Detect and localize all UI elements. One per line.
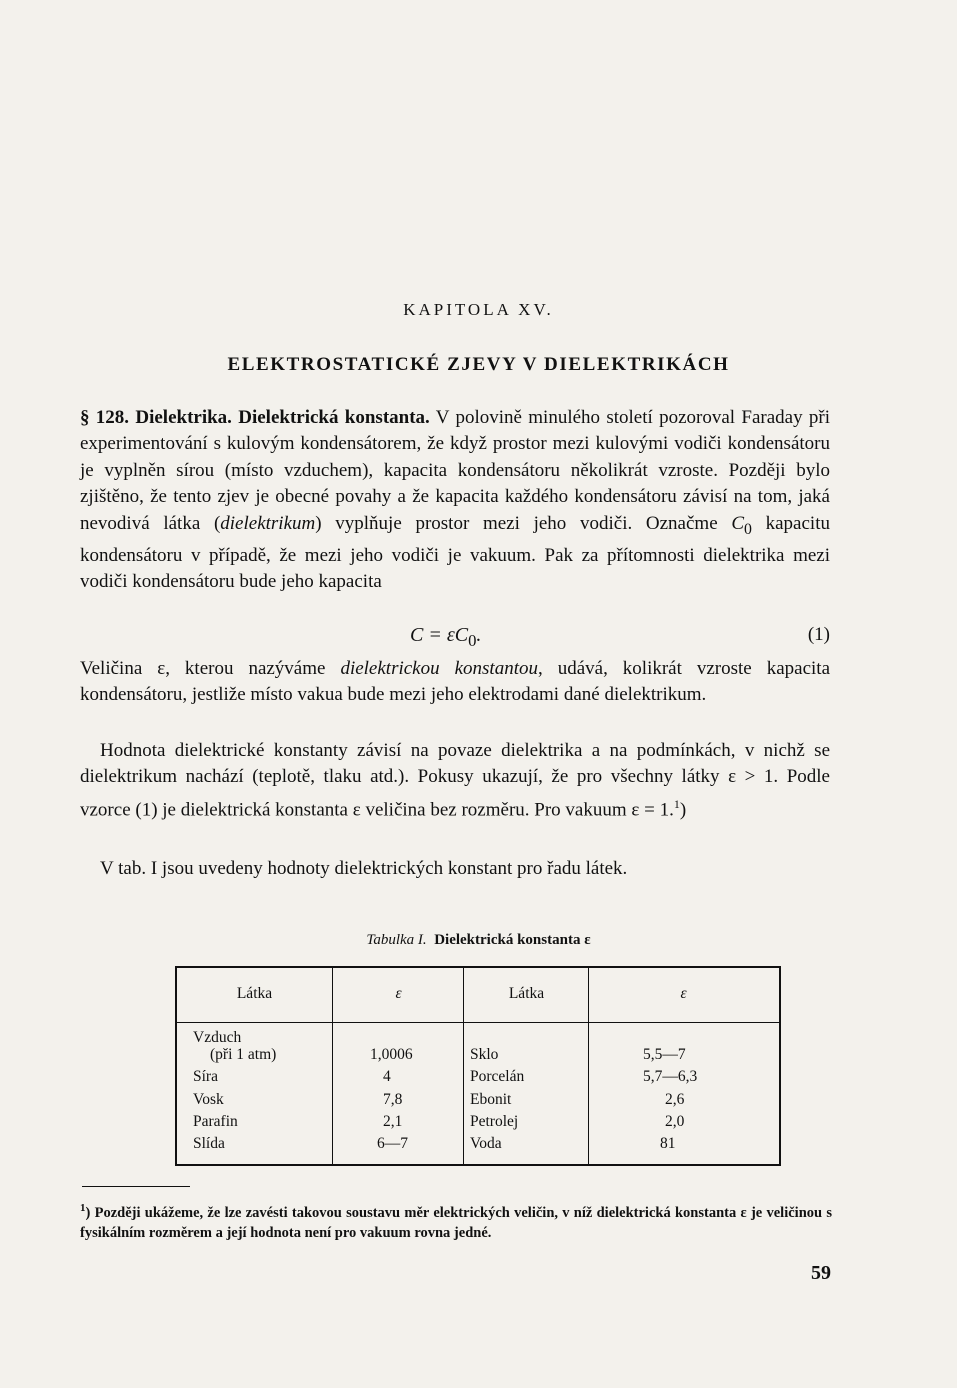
table-cell-value: 5,5—7 <box>643 1046 686 1063</box>
chapter-label: KAPITOLA XV. <box>403 300 554 319</box>
p1-subscript: 0 <box>744 520 752 538</box>
table-cell-value: 5,7—6,3 <box>643 1068 698 1085</box>
paragraph-3: Hodnota dielektrické konstanty závisí na povaze dielektrika a na podmínkách, v nichž se dielektrikum nachází (teplotě, tlaku atd.). Pokusy ukazují, že pro všechny látky ε > 1. Podle vzorce (1) je dielektrická konstanta ε veličina bez rozměru. Pro vakuum ε = 1.$^1$) <box>80 740 830 821</box>
p2-term: dielektrickou konstantou <box>340 658 538 679</box>
p1-text-b: ) vyplňuje prostor mezi jeho vodiči. Označme <box>315 512 732 534</box>
table-cell-name: Ebonit <box>470 1091 512 1108</box>
table-cell-value: 2,1 <box>383 1113 403 1130</box>
equation-number: (1) <box>807 624 830 645</box>
table-header-substance-right: Látka <box>508 985 545 1002</box>
table-cell-name: Petrolej <box>470 1113 519 1130</box>
p1-text-a: V polovině minulého století pozoroval Faraday při experimentování s kulovým kondensátorem, že když prostor mezi kulovými vodiči kondensátoru je vyplněn sírou (místo vzduchem), kapacita kondensátoru několikrát vzroste. Později bylo zjištěno, že tento zjev je obecné povahy a že kapacita každého kondensátoru závisí na tom, jaká nevodivá látka ( <box>80 407 830 534</box>
p1-symbol: C <box>731 512 745 534</box>
table-caption: Tabulka I. Dielektrická konstanta ε <box>366 932 591 948</box>
p1-term: dielektrikum <box>220 512 316 534</box>
table-cell-name: Parafin <box>193 1113 238 1130</box>
table-cell-name: Sklo <box>470 1046 499 1063</box>
p1-text-c: kapacitu kondensátoru v případě, že mezi jeho vodiči je vakuum. Pak za přítomnosti dielektrika mezi vodiči kondensátoru bude jeho kapacita <box>80 512 830 593</box>
table-cell-value: 4 <box>383 1068 391 1085</box>
table-cell-value: 2,6 <box>665 1091 685 1108</box>
table-cell-value: 7,8 <box>383 1091 403 1108</box>
table-cell-value: 1,0006 <box>370 1046 413 1063</box>
table-divider-2 <box>463 968 464 1164</box>
table-header-epsilon-left: ε <box>395 985 402 1002</box>
table-cell-name: Porcelán <box>470 1068 525 1085</box>
footnote-text: ) Později ukážeme, že lze zavésti takovou soustavu měr elektrických veličin, v níž dielektrická konstanta ε je veličinou s fysikálním rozměrem a její hodnota není pro vakuum rovna jedné. <box>80 1204 832 1241</box>
footnote <box>80 1198 832 1243</box>
paragraph-1 <box>80 405 830 596</box>
footnote-rule <box>82 1186 190 1187</box>
page-number: 59 <box>811 1262 831 1284</box>
table-cell-name: Vosk <box>193 1091 224 1108</box>
table-cell-name: (při 1 atm) <box>210 1046 277 1063</box>
table-cell-value: 6—7 <box>377 1135 408 1152</box>
table-cell-name: Voda <box>470 1135 502 1152</box>
paragraph-2: Veličina ε, kterou nazýváme dielektrickou konstantou, udává, kolikrát vzroste kapacita kondensátoru, jestliže místo vakua bude mezi jeho elektrodami dané dielektrikum. <box>80 658 831 706</box>
table-cell-value: 81 <box>660 1135 676 1152</box>
equation-formula: $C = \varepsilon C_0$. <box>410 624 482 650</box>
section-title: § 128. Dielektrika. Dielektrická konstanta. <box>80 407 430 428</box>
chapter-heading: ELEKTROSTATICKÉ ZJEVY V DIELEKTRIKÁCH <box>227 354 730 375</box>
table-cell-name: Vzduch <box>193 1029 242 1046</box>
table-divider-1 <box>332 968 333 1164</box>
table-cell-value: 2,0 <box>665 1113 685 1130</box>
table-header-epsilon-right: ε <box>680 985 687 1002</box>
paragraph-4: V tab. I jsou uvedeny hodnoty dielektrických konstant pro řadu látek. <box>100 858 628 879</box>
footnote-mark: 1 <box>80 1202 86 1214</box>
table-cell-name: Síra <box>193 1068 218 1085</box>
table-divider-3 <box>588 968 589 1164</box>
table-cell-name: Slída <box>193 1135 225 1152</box>
table-header-rule <box>175 1022 779 1023</box>
equation-1 <box>80 622 830 648</box>
table-header-substance-left: Látka <box>236 985 273 1002</box>
footnote-ref: 1 <box>673 796 680 811</box>
